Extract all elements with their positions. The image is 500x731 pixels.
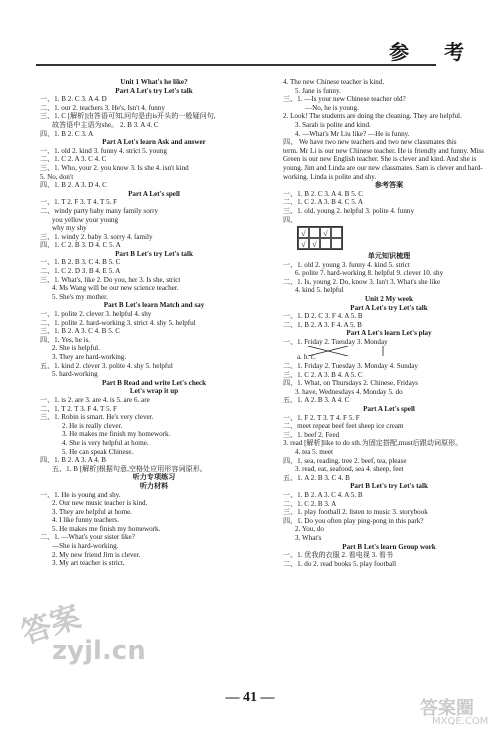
match-top-items: 1. Friday 2. Tuesday 3. Monday: [297, 338, 388, 347]
page-number: — 41 —: [225, 690, 275, 705]
answer-line: 故答语中主语为she。 2. B 3. A 4. C: [52, 120, 159, 129]
answer-line: 三、1. play football 2. listen to music 3. storybook: [283, 508, 428, 517]
check-cell: √: [320, 227, 331, 238]
answer-line: 二、1. C 2. D 3. B 4. E 5. A: [40, 267, 121, 276]
answer-line: 5. hard-working: [52, 370, 98, 379]
answer-line: 二、1. C 2. A 3. C 4. C: [40, 155, 107, 164]
answer-line: 2. My new friend Jim is clever.: [52, 550, 141, 559]
answer-line: 4. Ms Wang will be our new science teacher.: [52, 284, 179, 293]
answer-line: 三、1. windy 2. baby 3. sorry 4. family: [40, 232, 153, 241]
answer-line: 四、1. What, on Thursdays 2. Chinese, Fridays: [283, 379, 419, 388]
answer-line: 五、1. B [解析]根据句意,空格处应用形容词原形。: [52, 464, 207, 473]
answer-line: 一、1. polite 2. clever 3. helpful 4. shy: [40, 310, 152, 319]
answer-line: 二、1. B 2. A 3. F 4. A 5. B: [283, 320, 362, 329]
check-cell: [309, 227, 320, 238]
answer-line: 二、1. Friday 2. Tuesday 3. Monday 4. Sunday: [283, 362, 418, 371]
answer-line: 一、1. B 2. A 3. C 4. A 5. B: [283, 490, 363, 499]
answer-line: 三、1. C [解析]由答语可知,问句是由is开头的一般疑问句,: [40, 112, 216, 121]
answer-line: 4. I like funny teachers.: [52, 516, 119, 525]
matching-exercise: [283, 338, 495, 362]
answer-line: 四、1. B 2. A 3. D 4. C: [40, 181, 107, 190]
answer-line: —She is hard-working.: [52, 542, 119, 551]
answer-line: 一、1. 优我的衣服 2. 看电视 3. 看书: [283, 551, 393, 560]
answer-line: 五、1. kind 2. clever 3. polite 4. shy 5. helpful: [40, 361, 173, 370]
answer-line: 四、1. B 2. A 3. A 4. B: [40, 456, 107, 465]
match-lines: [303, 346, 413, 356]
check-cell: [331, 227, 342, 238]
answer-line: 二、1. T 2. T 3. F 4. T 5. F: [40, 404, 117, 413]
section-heading: 单元知识梳理: [367, 252, 411, 261]
answer-grid-row: [283, 216, 495, 251]
answer-line: 3. They are helpful at home.: [52, 507, 133, 516]
answer-line: 2. Our new music teacher is kind.: [52, 499, 148, 508]
answer-line: 4. She is very helpful at home.: [62, 438, 149, 447]
watermark-logo-right: 答案圈: [420, 698, 474, 719]
answer-line: 二、1. Is, young 2. Do, know 3. Isn't 3. What's she like: [283, 277, 441, 286]
answer-line: you yellow your young: [52, 215, 119, 224]
section-heading: Part B Let's try Let's talk: [350, 482, 428, 491]
answer-line: 一、1. D 2. C 3. F 4. A 5. B: [283, 312, 363, 321]
answer-line: 三、1. Robin is smart. He's very clever.: [40, 413, 154, 422]
watermark-url-right: MXQE.COM: [432, 716, 489, 727]
answer-line: 5. Jane is funny.: [295, 86, 341, 95]
answer-line: 五、1. A 2. B 3. A 4. C: [283, 396, 350, 405]
answer-line: 3. They are hard-working.: [52, 353, 127, 361]
check-cell: √: [309, 238, 320, 249]
answer-line: 3. What's: [295, 533, 322, 542]
answer-line: 一、: [283, 338, 298, 347]
answer-line: 三、1. old, young 2. helpful 3. polite 4. funny: [283, 206, 415, 215]
answer-line: 4. —What's Mr Liu like? —He is funny.: [295, 129, 410, 138]
answer-line: 四、1. sea, reading, tree 2. beef, tea, please: [283, 456, 407, 465]
answer-line: 5. She's my mother.: [52, 292, 108, 301]
answer-line: 四、1. C 2. B 3. D 4. C 5. A: [40, 241, 121, 250]
check-cell: √: [298, 238, 309, 249]
answer-line: 一、1. old 2. kind 3. funny 4. strict 5. young: [40, 146, 167, 155]
answer-line: 二、1. —What's your sister like?: [40, 533, 135, 542]
check-cell: [331, 238, 342, 249]
answer-line: why my shy: [52, 224, 87, 233]
answer-line: 二、windy party baby many family sorry: [40, 206, 159, 215]
left-column: [40, 78, 268, 568]
answer-line: 三、1. C 2. A 3. B 4. A 5. C: [283, 370, 363, 379]
answer-line: 三、1. B 2. A 3. C 4. B 5. C: [40, 327, 121, 336]
answer-line: 二、1. our 2. teachers 3. He's, Isn't 4. funny: [40, 103, 165, 112]
answer-line: 二、meet repeat beef feet sheep ice cream: [283, 422, 404, 431]
answer-line: 三、1. Who, your 2. you know 3. Is she 4. isn't kind: [40, 163, 189, 172]
answer-line: 一、1. B 2. C 3. A 4. B 5. C: [283, 189, 364, 198]
answer-line: 二、1. C 2. A 3. B 4. C 5. A: [283, 198, 364, 207]
answer-line: 2. He is really clever.: [62, 421, 123, 430]
answer-line: 5. No, don't: [40, 172, 74, 181]
answer-line: 3. read, eat, seafood, sea 4. sheep, feet: [295, 465, 404, 474]
answer-line: 2. Look! The students are doing the cleaning. They are helpful.: [283, 112, 462, 121]
answer-line: 2. She is helpful.: [52, 344, 100, 353]
answer-line: 三、1. —Is your new Chinese teacher old?: [283, 95, 406, 104]
check-grid: [297, 226, 343, 250]
answer-line: 一、1. F 2. T 3. T 4. F 5. F: [283, 413, 360, 422]
answer-line: 4. The new Chinese teacher is kind.: [283, 78, 385, 86]
watermark-url: zyjl.cn: [52, 636, 146, 666]
section-heading: 听力专项练习: [132, 473, 176, 482]
section-heading: 参考答案: [374, 181, 404, 190]
section-heading: Part A Let's try Let's talk: [350, 303, 428, 312]
section-heading: Part B Let's learn Match and say: [103, 301, 205, 310]
answer-line: —No, he is young.: [305, 103, 359, 112]
answer-line: 四、1. B 2. C 3. A: [40, 129, 94, 138]
answer-line: 三、1. beef 2. Feed: [283, 430, 340, 439]
answer-line: 四、1. Yes, he is.: [40, 335, 91, 344]
answer-line: 一、1. T 2. F 3. T 4. T 5. F: [40, 198, 117, 207]
answer-line: 五、1. A 2. B 3. C 4. B: [283, 473, 350, 482]
answer-line: term. Mr Li is our new Chinese teacher. He is friendly and funny. Miss Green is our new English teacher. She is clever and kind. And she is young. Jim and Linda are our new classmates. Sam is clever and hard-working. Linda is polite and shy.: [283, 146, 484, 181]
answer-line: 四、1. Do you often play ping-pong in this park?: [283, 516, 424, 525]
section-heading: Part B Let's try Let's talk: [115, 249, 193, 258]
section-heading: Part B Let's learn Group work: [342, 542, 436, 551]
answer-line: 5. He makes me finish my homework.: [52, 524, 161, 533]
answer-line: 四、: [283, 215, 298, 224]
answer-line: 3. My art teacher is strict.: [52, 559, 125, 568]
answer-line: 3. have, Wednesdays 4. Monday 5. do: [295, 387, 403, 396]
section-heading: Part A Let's learn Let's play: [346, 329, 432, 338]
section-heading: Unit 2 My week: [365, 295, 413, 304]
answer-line: 一、1. old 2. young 3. funny 4. kind 5. strict: [283, 260, 410, 269]
watermark-logo: 答案: [17, 599, 86, 652]
answer-line: 5. He can speak Chinese.: [62, 447, 134, 456]
check-cell: √: [298, 227, 309, 238]
section-heading: Part A Let's spell: [363, 405, 415, 413]
answer-line: 2. You, do: [295, 525, 324, 534]
answer-line: 二、1. C 2. B 3. A: [283, 499, 337, 508]
answer-line: 3. He makes me finish my homework.: [62, 430, 171, 439]
section-heading: 听力材料: [139, 481, 169, 490]
page-header: [0, 0, 500, 70]
check-cell: [320, 238, 331, 249]
answer-line: 三、1. What's, like 2. Do you, her 3. Is she, strict: [40, 275, 181, 284]
answer-line: 一、1. He is young and shy.: [40, 490, 121, 499]
section-heading: Unit 1 What's he like?: [120, 78, 188, 86]
right-column: [283, 78, 495, 568]
answer-line: 四、 We have two new teachers and two new classmates this: [283, 138, 457, 147]
answer-line: 一、1. B 2. C 3. A 4. D: [40, 95, 107, 104]
answer-line: 二、1. do 2. read books 5. play football: [283, 559, 397, 568]
match-bottom-items: a. b. c.: [297, 353, 316, 362]
answer-line: 4. kind 5. helpful: [295, 286, 344, 295]
answer-line: 6. polite 7. hard-working 8. helpful 9. clever 10. shy: [295, 269, 444, 278]
answer-line: 4. tea 5. meet: [295, 447, 334, 456]
answer-line: 一、1. is 2. are 3. are 4. is 5. are 6. are: [40, 395, 150, 404]
answer-line: 3. read [解析]like to do sth.为固定搭配,must后跟动词原形。: [283, 439, 463, 448]
header-rule: [36, 64, 436, 66]
page-title: 参 考: [389, 40, 478, 64]
answer-line: 一、1. B 2. B 3. C 4. B 5. C: [40, 258, 121, 267]
section-heading: Part A Let's learn Ask and answer: [102, 138, 206, 147]
section-heading: Part A Let's spell: [128, 189, 180, 198]
section-heading: Part B Read and write Let's check: [101, 378, 207, 387]
answer-line: 3. Sarah is polite and kind.: [295, 120, 371, 129]
section-heading: Part A Let's try Let's talk: [115, 86, 193, 95]
section-heading: Let's wrap it up: [129, 387, 179, 396]
answer-line: 二、1. polite 2. hard-working 3. strict 4. shy 5. helpful: [40, 318, 196, 327]
